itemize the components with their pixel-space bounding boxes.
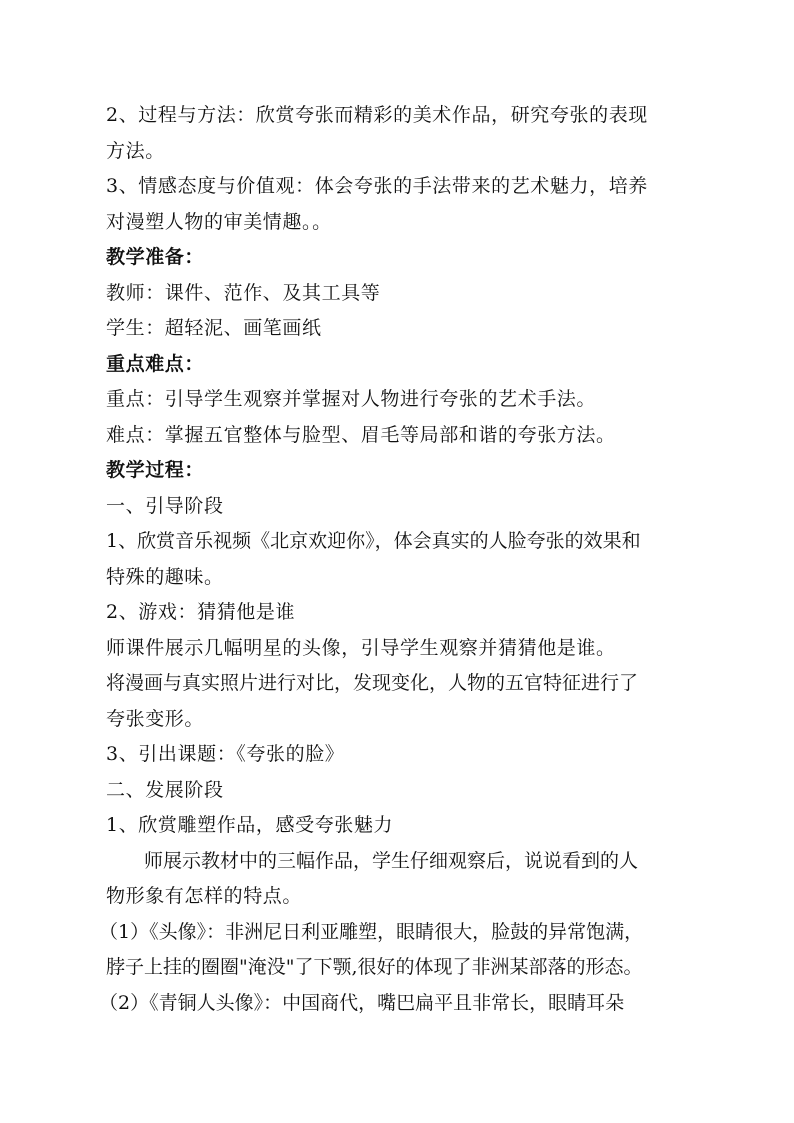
stage-two-heading: 二、发展阶段 <box>106 778 224 801</box>
stage-one-step-2-detail-2-line-1: 将漫画与真实照片进行对比，发现变化，人物的五官特征进行了 <box>106 672 639 694</box>
artwork-1-line-1: （1）《头像》：非洲尼日利亚雕塑，眼睛很大，脸鼓的异常饱满， <box>99 920 644 943</box>
stage-one-heading: 一、引导阶段 <box>106 494 224 517</box>
artwork-2-line-1: （2）《青铜人头像》：中国商代，嘴巴扁平且非常长，眼睛耳朵 <box>99 991 625 1014</box>
stage-two-step-1-detail-line-1: 师展示教材中的三幅作品，学生仔细观察后，说说看到的人 <box>144 849 639 872</box>
section-heading-key-points: 重点难点： <box>106 352 205 375</box>
stage-one-step-1-line-2: 特殊的趣味。 <box>106 565 224 588</box>
stage-one-step-2-detail-1: 师课件展示几幅明星的头像，引导学生观察并猜猜他是谁。 <box>106 636 616 659</box>
stage-one-step-1-line-1: 1、欣赏音乐视频《北京欢迎你》，体会真实的人脸夸张的效果和 <box>106 530 641 552</box>
objective-emotion-values-line-1: 3、情感态度与价值观：体会夸张的手法带来的艺术魅力，培养 <box>106 175 648 197</box>
objective-process-method-line-1: 2、过程与方法：欣赏夸张而精彩的美术作品，研究夸张的表现 <box>106 104 648 126</box>
stage-one-step-2: 2、游戏：猜猜他是谁 <box>106 601 296 623</box>
stage-two-step-1: 1、欣赏雕塑作品，感受夸张魅力 <box>106 814 394 836</box>
preparation-student: 学生：超轻泥、画笔画纸 <box>106 317 322 339</box>
stage-two-step-1-detail-line-2: 物形象有怎样的特点。 <box>106 885 303 907</box>
objective-process-method-line-2: 方法。 <box>106 139 165 162</box>
preparation-teacher: 教师：课件、范作、及其工具等 <box>106 281 381 304</box>
section-heading-preparation: 教学准备： <box>106 246 205 268</box>
key-point: 重点：引导学生观察并掌握对人物进行夸张的艺术手法。 <box>106 388 597 410</box>
objective-emotion-values-line-2: 对漫塑人物的审美情趣。。 <box>106 210 332 233</box>
document-body <box>99 98 706 1021</box>
stage-one-step-2-detail-2-line-2: 夸张变形。 <box>106 707 205 730</box>
artwork-1-line-2: 脖子上挂的圈圈"淹没"了下颚,很好的体现了非洲某部落的形态。 <box>106 956 643 978</box>
section-heading-process: 教学过程： <box>106 459 205 481</box>
difficult-point: 难点：掌握五官整体与脸型、眉毛等局部和谐的夸张方法。 <box>106 423 616 446</box>
stage-one-step-3: 3、引出课题：《夸张的脸》 <box>106 743 345 765</box>
